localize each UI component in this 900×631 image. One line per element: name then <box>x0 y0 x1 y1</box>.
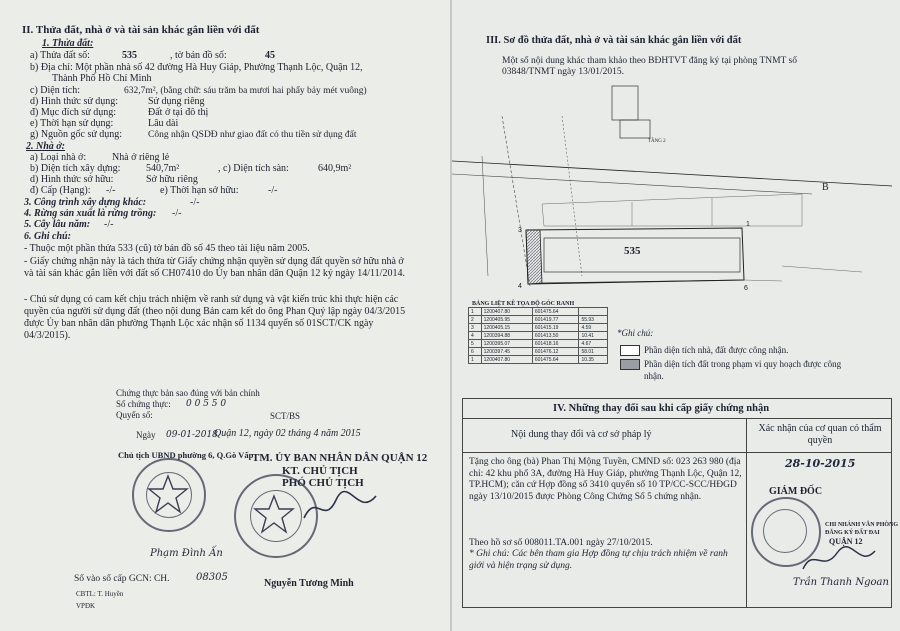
plot-label: a) Thửa đất số: <box>30 50 90 61</box>
coord-row <box>469 356 608 364</box>
forest-label: 4. Rừng sản xuất là rừng trồng: <box>24 208 157 219</box>
coord-cell: 1200395.07 <box>481 340 532 348</box>
floor-label: TẦNG 2 <box>648 139 666 144</box>
own-term-value: -/- <box>268 185 278 196</box>
coord-cell: 1200394.88 <box>481 332 532 340</box>
coord-cell: 4 <box>469 332 482 340</box>
signer-b: Nguyễn Tương Minh <box>264 578 354 589</box>
own-form-value: Sở hữu riêng <box>146 174 198 185</box>
legend-recognized: Phần diện tích nhà, đất được công nhận. <box>644 345 789 355</box>
house-type-value: Nhà ở riêng lẻ <box>112 152 170 163</box>
notes-title: 6. Ghi chú: <box>24 231 71 242</box>
svg-text:6: 6 <box>744 285 748 292</box>
coord-cell: 1 <box>469 308 482 316</box>
coord-cell: 1200407.80 <box>481 356 532 364</box>
house-type-label: a) Loại nhà ở: <box>30 152 87 163</box>
floor-area-label: , c) Diện tích sàn: <box>218 163 289 174</box>
use-form-label: d) Hình thức sử dụng: <box>30 96 119 107</box>
cbtl: CBTL: T. Huyền <box>76 590 124 598</box>
plot-number-label: 535 <box>624 245 641 257</box>
land-plot-title: 1. Thửa đất: <box>42 38 94 49</box>
confirm-date: 28-10-2015 <box>785 457 856 470</box>
other-works-value: -/- <box>190 197 200 208</box>
signature-scribble <box>300 488 380 528</box>
plot-sketch <box>452 76 900 296</box>
coord-cell: 1200397.45 <box>481 348 532 356</box>
own-term-label: e) Thời hạn sở hữu: <box>160 185 239 196</box>
origin-label: g) Nguồn gốc sử dụng: <box>30 129 123 140</box>
coord-cell: 601418.16 <box>532 340 579 348</box>
office-stamp-line2: ĐĂNG KÝ ĐẤT ĐAI <box>825 530 880 536</box>
gcn-number: 08305 <box>196 572 228 583</box>
coord-cell: 6 <box>469 348 482 356</box>
area-label: c) Diện tích: <box>30 85 80 96</box>
vice-chairman: PHÓ CHỦ TỊCH <box>282 477 364 489</box>
sign-place-date: Quận 12, ngày 02 tháng 4 năm 2015 <box>214 428 361 439</box>
address-line-2: Thành Phố Hồ Chí Minh <box>52 73 152 84</box>
cert-number: 0 0 5 5 0 <box>186 399 227 409</box>
use-form-value: Sử dụng riêng <box>148 96 205 107</box>
cert-number-label: Số chứng thực: <box>116 399 171 409</box>
section-iii-heading: III. Sơ đồ thửa đất, nhà ở và tài sản khác gắn liền với đất <box>486 35 742 46</box>
office-stamp-line3: QUẬN 12 <box>829 537 863 546</box>
director-name: Trần Thanh Ngoan <box>793 577 889 588</box>
legend-title: *Ghi chú: <box>617 328 654 338</box>
perennial-value: -/- <box>104 219 114 230</box>
term-value: Lâu dài <box>148 118 179 129</box>
area-value: 632,7m², (bằng chữ: sáu trăm ba mươi hai phẩy bảy mét vuông) <box>124 86 367 96</box>
star-emblem-icon <box>146 472 190 516</box>
director-signature <box>799 545 879 575</box>
floor-area-value: 640,9m² <box>318 163 352 174</box>
kt-chairman: KT. CHỦ TỊCH <box>282 465 358 477</box>
coord-cell: 10.41 <box>579 332 608 340</box>
purpose-value: Đất ở tại đô thị <box>148 107 209 118</box>
coord-cell: 5 <box>469 340 482 348</box>
coord-row <box>469 316 608 324</box>
reference-line-1: Một số nội dung khác tham khảo theo BĐHTVT đăng ký tại phòng TNMT số <box>502 56 798 66</box>
col-change-content: Nội dung thay đổi và cơ sở pháp lý <box>511 429 652 440</box>
coord-row <box>469 308 608 316</box>
build-area-label: b) Diện tích xây dựng: <box>30 163 121 174</box>
note-2: - Giấy chứng nhận này là tách thửa từ Giấy chứng nhận quyền sử dụng đất quyền sở hữu nhà ở và tài sản khác gắn liền với đất số CH07410 do Ủy ban nhân dân Quận 12 ký ngày 14/11/2014. <box>24 256 405 279</box>
section-ii-heading: II. Thửa đất, nhà ở và tài sản khác gắn liền với đất <box>22 24 260 36</box>
coord-cell: 601419.77 <box>532 316 579 324</box>
coord-cell: 1200407.80 <box>481 308 532 316</box>
house-title: 2. Nhà ở: <box>26 141 65 152</box>
legend-planning-swatch <box>620 359 640 370</box>
legend-recognized-swatch <box>620 345 640 356</box>
coord-row <box>469 340 608 348</box>
purpose-label: đ) Mục đích sử dụng: <box>30 107 116 118</box>
coord-cell: 601475.64 <box>532 356 579 364</box>
build-area-value: 540,7m² <box>146 163 180 174</box>
coord-cell: 601476.12 <box>532 348 579 356</box>
coord-row <box>469 332 608 340</box>
term-label: e) Thời hạn sử dụng: <box>30 118 114 129</box>
signer-a: Phạm Đình Ấn <box>150 548 223 559</box>
map-number: 45 <box>265 50 275 61</box>
coord-cell: 601475.64 <box>532 308 579 316</box>
coord-cell: 1 <box>469 356 482 364</box>
day-label: Ngày <box>136 430 156 440</box>
coord-cell: 10.35 <box>579 356 608 364</box>
coord-cell: 4.59 <box>579 324 608 332</box>
own-form-label: d) Hình thức sở hữu: <box>30 174 114 185</box>
grade-value: -/- <box>106 185 116 196</box>
col-authority: Xác nhận của cơ quan có thẩm quyền <box>758 423 882 446</box>
emblem-icon <box>252 492 296 536</box>
grade-label: đ) Cấp (Hạng): <box>30 185 91 196</box>
coord-table <box>468 307 608 364</box>
svg-text:1: 1 <box>746 221 750 228</box>
coord-table-title: BẢNG LIỆT KÊ TỌA ĐỘ GÓC RANH <box>472 301 575 307</box>
forest-value: -/- <box>172 208 182 219</box>
coord-cell: 58.01 <box>579 348 608 356</box>
changes-title: IV. Những thay đổi sau khi cấp giấy chứng nhận <box>553 403 770 414</box>
plot-number: 535 <box>122 50 137 61</box>
coord-cell: 1200405.15 <box>481 324 532 332</box>
coord-cell: 601413.50 <box>532 332 579 340</box>
svg-text:4: 4 <box>518 283 522 290</box>
perennial-label: 5. Cây lâu năm: <box>24 219 91 230</box>
map-label: , tờ bản đồ số: <box>170 50 227 61</box>
origin-value: Công nhận QSDĐ như giao đất có thu tiền sử dụng đất <box>148 130 357 140</box>
changes-section <box>462 398 899 608</box>
coord-cell: 3 <box>469 324 482 332</box>
coord-row <box>469 348 608 356</box>
vpdk: VPĐK <box>76 602 96 610</box>
svg-text:3: 3 <box>518 227 522 234</box>
book-number: SCT/BS <box>270 411 301 421</box>
gcn-label: Số vào sổ cấp GCN: CH. <box>74 574 170 584</box>
coord-cell: 55.93 <box>579 316 608 324</box>
office-stamp-line1: CHI NHÁNH VĂN PHÒNG <box>825 522 899 528</box>
change-detail: Tặng cho ông (bà) Phan Thị Mộng Tuyền, CMND số: 023 263 980 (địa chỉ: 42 khu phố 3A, đường Hà Huy Giáp, phường Thạnh Lộc, Quận 12, TP.HCM); căn cứ Hợp đồng số 3410 quyển số 10 TP/CC-SCC/HĐGD ngày 13/10/2015 được Phòng Công Chứng Số 5 chứng nhận. <box>469 457 742 502</box>
point-b: B <box>822 182 829 193</box>
legend-planning: Phần diện tích đất trong phạm vi quy hoạch được công nhận. <box>644 359 842 381</box>
cert-date: 09-01-2018 <box>166 430 218 440</box>
district-committee: TM. ỦY BAN NHÂN DÂN QUẬN 12 <box>252 452 428 464</box>
file-number: Theo hồ sơ số 008011.TA.001 ngày 27/10/2015. <box>469 538 653 548</box>
copy-certification: Chứng thực bản sao đúng với bản chính <box>116 388 260 398</box>
coord-cell: 2 <box>469 316 482 324</box>
note-3: - Chủ sử dụng có cam kết chịu trách nhiệm về ranh sử dụng và vật kiến trúc khi thực hiện các quyền của người sử dụng đất (theo nội dung Bản cam kết do ông Phan Quý lập ngày 04/3/2015 được Ủy ban nhân dân phường Thạnh Lộc xác nhận số 1134 quyển số 01SCT/CK ngày 04/3/2015). <box>24 294 406 341</box>
reference-line-2: 03848/TNMT ngày 13/01/2015. <box>502 67 625 77</box>
coord-cell <box>579 308 608 316</box>
address-line-1: b) Địa chỉ: Một phần nhà số 42 đường Hà Huy Giáp, Phường Thạnh Lộc, Quận 12, <box>30 62 363 73</box>
coord-row <box>469 324 608 332</box>
coord-cell: 4.67 <box>579 340 608 348</box>
change-footnote: * Ghi chú: Các bên tham gia Hợp đồng tự chịu trách nhiệm về ranh giới và hiện trạng sử dụng. <box>469 549 728 571</box>
coord-cell: 1200405.95 <box>481 316 532 324</box>
coord-cell: 601415.19 <box>532 324 579 332</box>
book-label: Quyển số: <box>116 410 153 420</box>
note-1: - Thuộc một phần thửa 533 (cũ) tờ bản đồ số 45 theo tài liệu năm 2005. <box>24 243 310 254</box>
other-works-label: 3. Công trình xây dựng khác: <box>24 197 147 208</box>
director-title: GIÁM ĐỐC <box>769 486 823 497</box>
ubnd-ward: Chủ tịch UBND phường 6, Q.Gò Vấp <box>118 450 254 460</box>
